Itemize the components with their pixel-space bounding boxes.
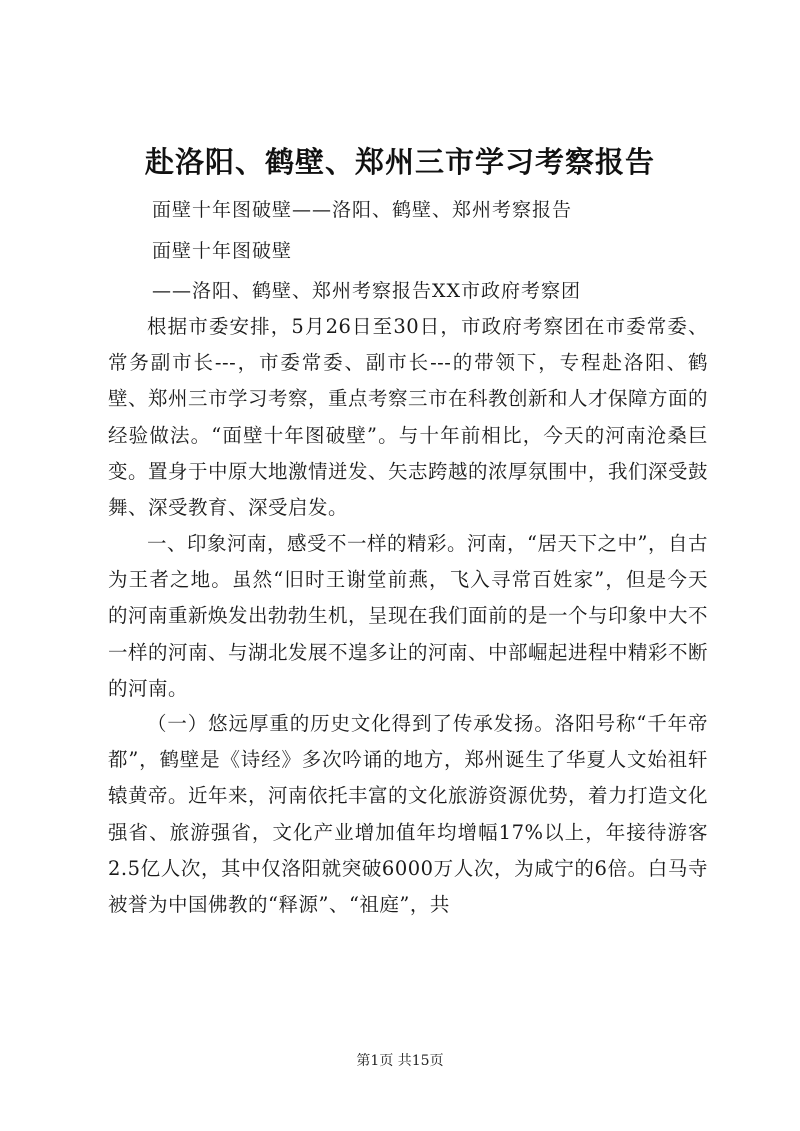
paragraph-1: 根据市委安排，5月26日至30日，市政府考察团在市委常委、常务副市长---，市委常委、副市长---的带领下，专程赴洛阳、鹤壁、郑州三市学习考察，重点考察三市在科教创新和人才保障方面的经验做法。“面壁十年图破壁”。与十年前相比，今天的河南沧桑巨变。置身于中原大地激情迸发、矢志跨越的浓厚氛围中，我们深受鼓舞、深受教育、深受启发。 bbox=[108, 315, 709, 520]
subtitle-line-2: 面壁十年图破壁 bbox=[152, 240, 293, 262]
paragraph-2: 一、印象河南，感受不一样的精彩。河南，“居天下之中”，自古为王者之地。虽然“旧时王谢堂前燕，飞入寻常百姓家”，但是今天的河南重新焕发出勃勃生机，呈现在我们面前的是一个与印象中大不一样的河南、与湖北发展不遑多让的河南、中部崛起进程中精彩不断的河南。 bbox=[108, 532, 709, 700]
subtitle-line-1: 面壁十年图破壁——洛阳、鹤壁、郑州考察报告 bbox=[152, 199, 573, 221]
page-footer: 第1页 共15页 bbox=[356, 1053, 444, 1069]
paragraph-3: （一）悠远厚重的历史文化得到了传承发扬。洛阳号称“千年帝都”，鹤壁是《诗经》多次吟诵的地方，郑州诞生了华夏人文始祖轩辕黄帝。近年来，河南依托丰富的文化旅游资源优势，着力打造文化强省、旅游强省，文化产业增加值年均增幅17%以上，年接待游客2.5亿人次，其中仅洛阳就突破6000万人次，为咸宁的6倍。白马寺被誉为中国佛教的“释源”、“祖庭”，共 bbox=[108, 712, 709, 917]
subtitle-line-3: ——洛阳、鹤壁、郑州考察报告XX市政府考察团 bbox=[152, 280, 582, 302]
document-title: 赴洛阳、鹤壁、郑州三市学习考察报告 bbox=[144, 145, 655, 179]
